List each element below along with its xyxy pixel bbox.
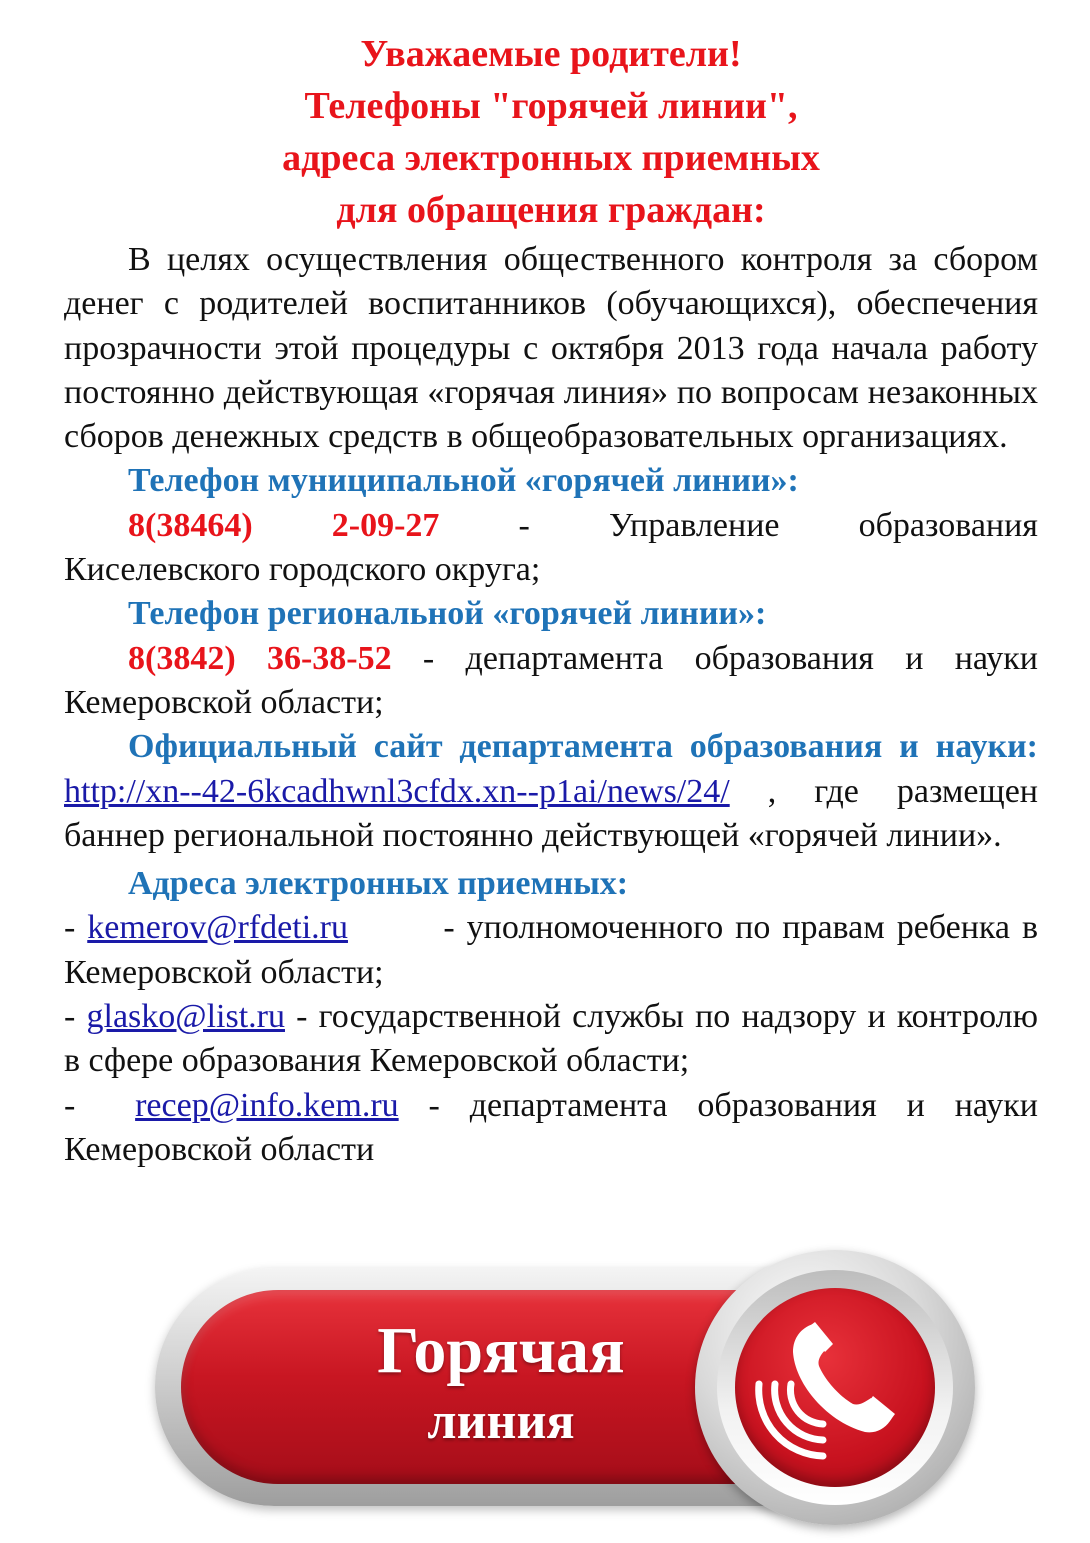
municipal-org-word1: Управление [608,506,780,544]
regional-org: - департамента образования и науки Кемеровской области; [64,639,1038,721]
email-item-prefix: - [64,998,87,1036]
email-item-prefix: - [64,1086,136,1124]
email-item-desc: - уполномоченного по правам ребенка в Кемеровской области; [64,909,1047,991]
title-line-2: Телефоны "горячей линии", [304,85,798,127]
banner-circle [695,1250,975,1525]
banner-text [241,1312,761,1454]
municipal-phone-line [64,504,1038,548]
email-item [64,906,1047,995]
email-item-desc: - государственной службы по надзору и контролю в сфере образования Кемеровской области; [64,998,1038,1080]
banner-circle-ring [717,1270,953,1505]
email-link-kemerov[interactable]: kemerov@rfdeti.ru [87,909,348,947]
regional-paragraph [64,637,1038,726]
regional-heading: Телефон региональной «горячей линии»: [128,595,767,633]
site-heading: Официальный сайт департамента образования и науки: [128,728,1038,766]
title-line-3: адреса электронных приемных [282,137,820,179]
banner-line-1: Горячая [377,1314,625,1387]
email-item [64,995,1038,1084]
site-paragraph [64,725,1038,858]
banner-circle-core [735,1288,935,1487]
intro-paragraph: В целях осуществления общественного контроля за сбором денег с родителей воспитанников (обучающихся), обеспечения прозрачности этой процедуры с октября 2013 года начала работу постоянно действующая «горячая линия» по вопросам незаконных сборов денежных средств в общеобразовательных организациях. [64,241,1038,456]
banner-line-2: линия [427,1393,575,1450]
title-line-1: Уважаемые родители! [360,33,742,75]
regional-phone: 8(3842) 36-38-52 [128,639,392,677]
municipal-phone-code: 8(38464) [128,506,253,544]
email-link-recep[interactable]: recep@info.kem.ru [135,1086,399,1124]
municipal-org-word2: образования [858,506,1038,544]
municipal-heading: Телефон муниципальной «горячей линии»: [128,462,799,500]
title-line-4: для обращения граждан: [336,189,766,231]
site-rest: , где размещен баннер региональной постоянно действующей «горячей линии». [64,772,1038,854]
hot-line-banner [155,1250,980,1525]
municipal-dash: - [518,506,530,544]
document-page [64,28,1047,1172]
site-link[interactable]: http://xn--42-6kcadhwnl3cfdx.xn--p1ai/news/24/ [64,772,730,810]
municipal-org-rest: Киселевского городского округа; [64,551,541,589]
email-item [64,1084,1038,1173]
email-item-desc: - департамента образования и науки Кемеровской области [64,1086,1038,1168]
email-item-prefix: - [64,909,88,947]
emails-heading: Адреса электронных приемных: [128,865,629,903]
municipal-phone-number: 2-09-27 [331,506,440,544]
phone-icon [753,1306,917,1470]
email-link-glasko[interactable]: glasko@list.ru [86,998,285,1036]
